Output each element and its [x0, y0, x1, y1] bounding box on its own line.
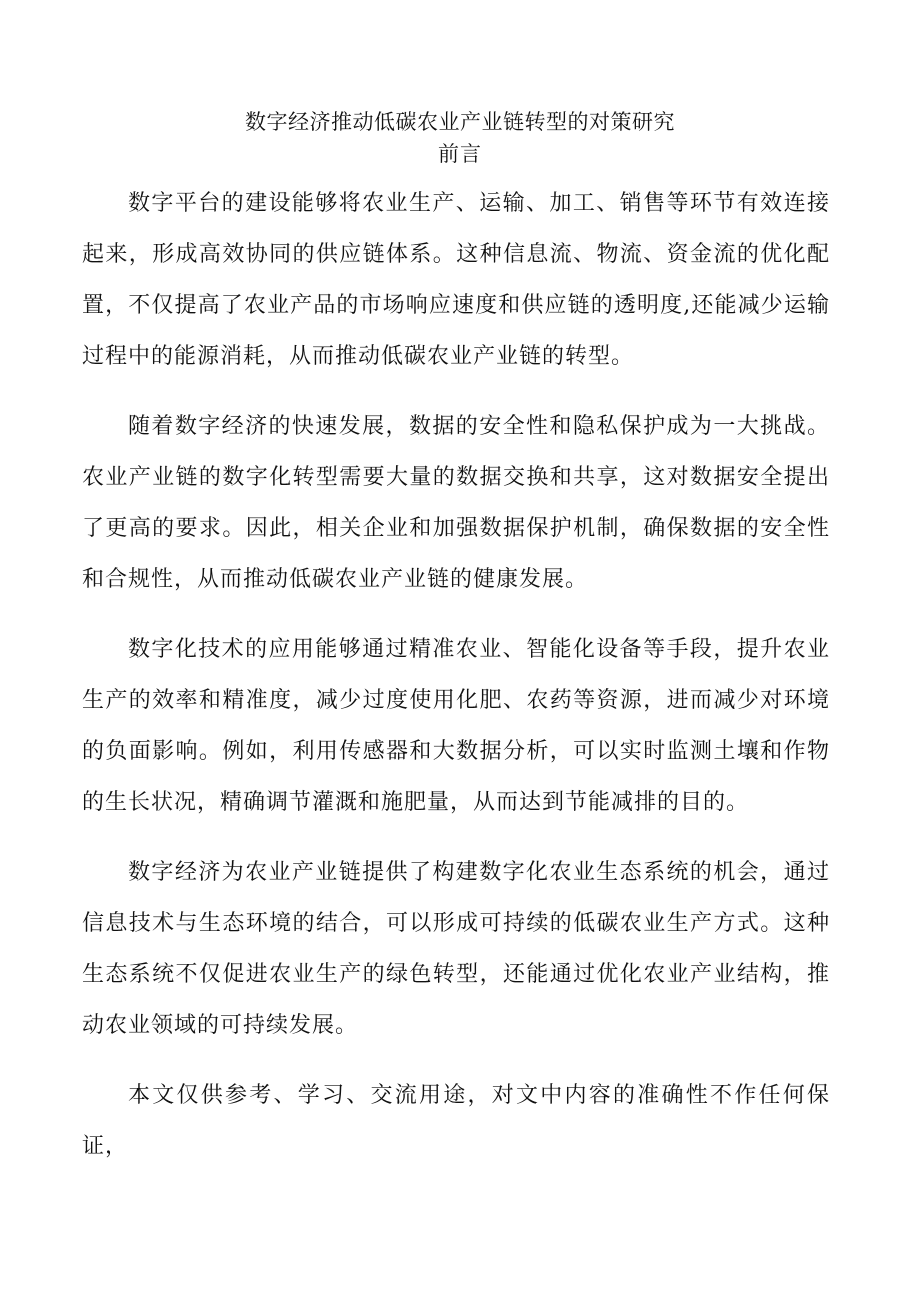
section-heading: 前言	[438, 142, 482, 166]
paragraph: 数字化技术的应用能够通过精准农业、智能化设备等手段，提升农业生产的效率和精准度，减少过度使用化肥、农药等资源，进而减少对环境的负面影响。例如，利用传感器和大数据分析，可以实时监测土壤和作物的生长状况，精确调节灌溉和施肥量，从而达到节能减排的目的。	[82, 637, 830, 815]
paragraph: 数字平台的建设能够将农业生产、运输、加工、销售等环节有效连接起来，形成高效协同的供应链体系。这种信息流、物流、资金流的优化配置，不仅提高了农业产品的市场响应速度和供应链的透明度,还能减少运输过程中的能源消耗，从而推动低碳农业产业链的转型。	[82, 191, 830, 369]
paragraph: 数字经济为农业产业链提供了构建数字化农业生态系统的机会，通过信息技术与生态环境的结合，可以形成可持续的低碳农业生产方式。这种生态系统不仅促进农业生产的绿色转型，还能通过优化农业产业结构，推动农业领域的可持续发展。	[82, 860, 830, 1038]
paragraph: 本文仅供参考、学习、交流用途，对文中内容的准确性不作任何保证，	[82, 1083, 830, 1159]
document-title: 数字经济推动低碳农业产业链转型的对策研究	[245, 110, 675, 134]
paragraph: 随着数字经济的快速发展，数据的安全性和隐私保护成为一大挑战。农业产业链的数字化转型需要大量的数据交换和共享，这对数据安全提出了更高的要求。因此，相关企业和加强数据保护机制，确保数据的安全性和合规性，从而推动低碳农业产业链的健康发展。	[82, 414, 830, 592]
document-body	[82, 178, 830, 1191]
